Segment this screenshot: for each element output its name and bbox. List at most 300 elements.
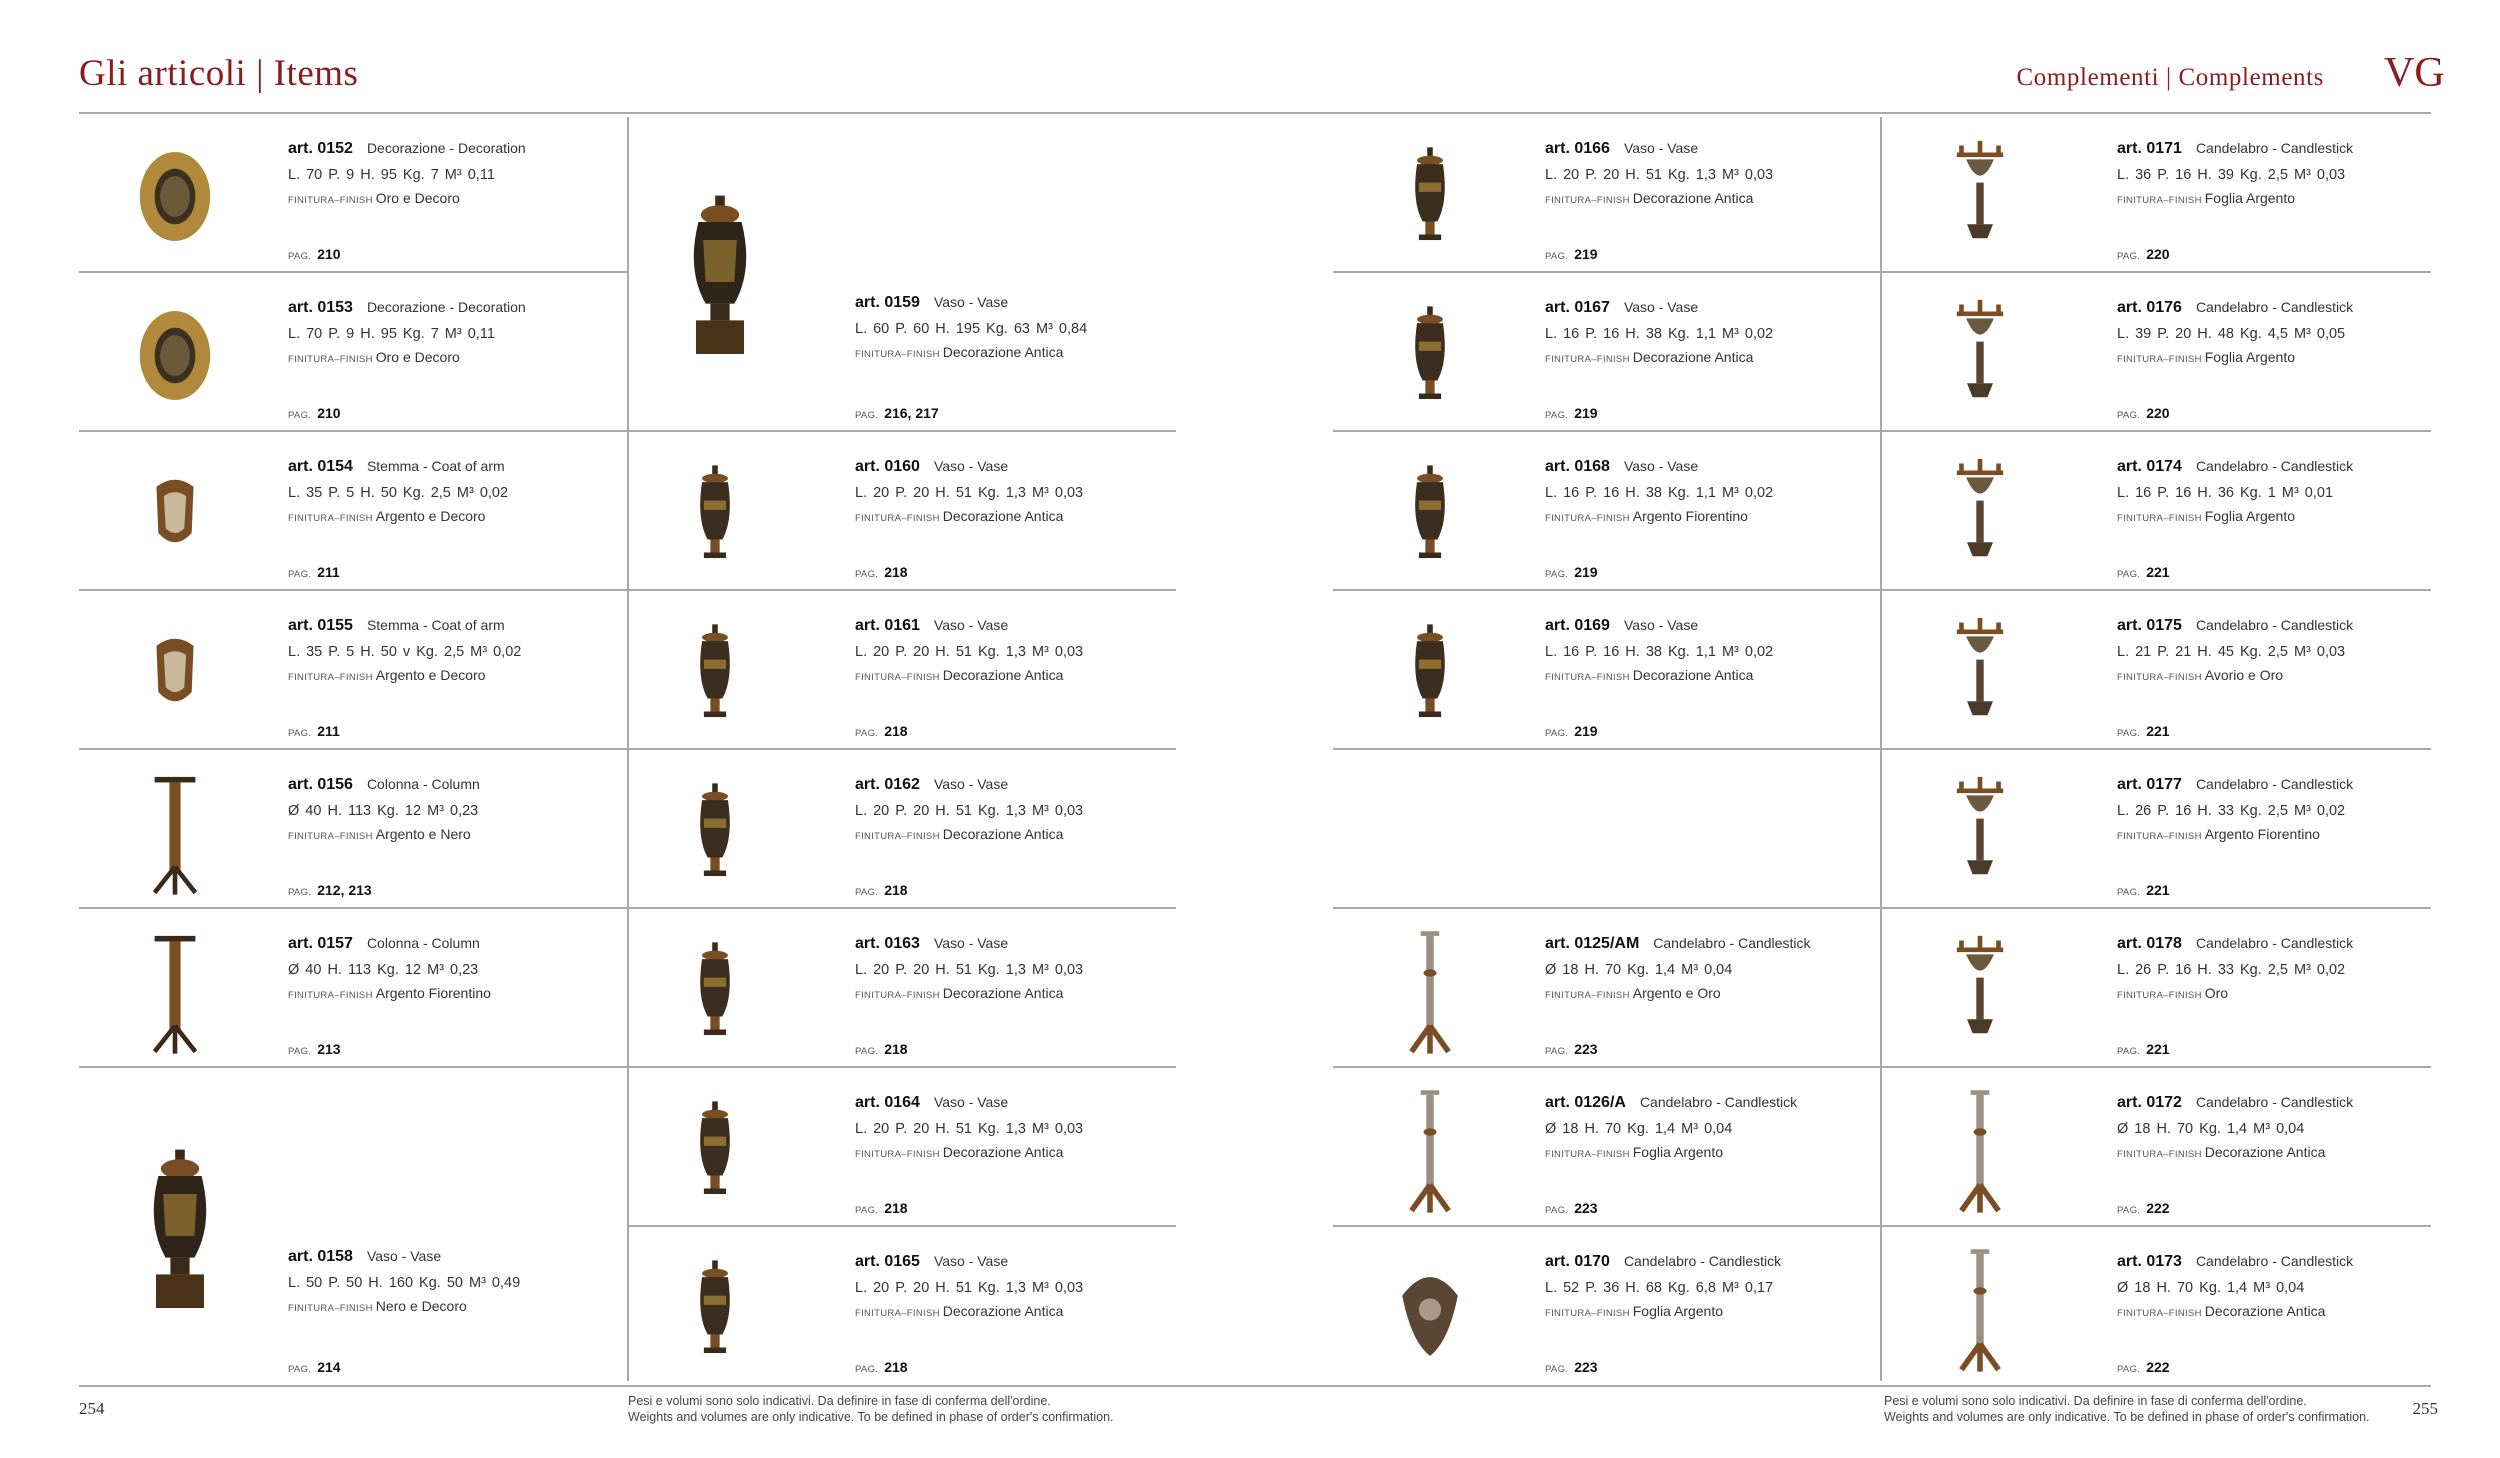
page-value: 214	[317, 1359, 341, 1375]
finish-value: Oro	[2204, 985, 2229, 1001]
finish-label: FINITURA–FINISH	[288, 195, 373, 206]
dimensions: L. 16 P. 16 H. 36 Kg. 1 M³ 0,01	[2117, 485, 2334, 501]
article-description: Vaso - Vase	[933, 935, 1009, 951]
vase-icon	[1375, 127, 1485, 266]
article-code: art. 0174	[2117, 458, 2182, 475]
vase-icon	[660, 922, 770, 1061]
column-icon	[120, 922, 230, 1061]
finish-value: Decorazione Antica	[942, 667, 1064, 683]
row-divider	[1882, 907, 2431, 909]
row-divider	[1882, 271, 2431, 273]
page-reference[interactable]	[855, 564, 908, 580]
page-reference[interactable]	[1545, 1200, 1598, 1216]
article-description: Colonna - Column	[366, 935, 480, 951]
item-heading	[1545, 934, 1875, 953]
candlestick-icon	[1375, 922, 1485, 1061]
row-divider	[79, 748, 627, 750]
item-details	[2117, 457, 2447, 524]
item-heading	[855, 775, 1185, 794]
row-divider	[1333, 748, 1881, 750]
page-label: PAG.	[2117, 251, 2141, 262]
page-reference[interactable]	[288, 723, 340, 739]
article-description: Candelabro - Candlestick	[2195, 140, 2354, 156]
article-description: Vaso - Vase	[933, 294, 1009, 310]
page-value: 219	[1574, 405, 1598, 421]
item-heading	[855, 1093, 1185, 1112]
finish-label: FINITURA–FINISH	[2117, 672, 2202, 683]
item-heading	[855, 457, 1185, 476]
candlestick-icon	[1375, 1081, 1485, 1220]
article-code: art. 0165	[855, 1253, 920, 1270]
header-rule	[79, 112, 2431, 114]
finish-value: Decorazione Antica	[942, 1144, 1064, 1160]
item-heading	[2117, 1093, 2447, 1112]
finish-value: Foglia Argento	[2204, 190, 2296, 206]
page-label: PAG.	[2117, 728, 2141, 739]
page-reference[interactable]	[2117, 405, 2170, 421]
article-description: Candelabro - Candlestick	[2195, 776, 2354, 792]
wall-candelabra-icon	[1375, 1240, 1485, 1379]
item-heading	[2117, 298, 2447, 317]
page-value: 222	[2146, 1200, 2170, 1216]
item-heading	[2117, 457, 2447, 476]
article-description: Candelabro - Candlestick	[1653, 935, 1811, 951]
page-value: 211	[317, 564, 340, 580]
finish-value: Argento Fiorentino	[2204, 826, 2320, 842]
page-label: PAG.	[288, 569, 312, 580]
row-divider	[1882, 430, 2431, 432]
article-code: art. 0159	[855, 294, 920, 311]
item-details	[288, 1247, 618, 1314]
item-details	[855, 616, 1185, 683]
article-code: art. 0178	[2117, 935, 2182, 952]
item-details	[1545, 934, 1875, 1001]
article-description: Decorazione - Decoration	[366, 140, 526, 156]
dimensions: Ø 40 H. 113 Kg. 12 M³ 0,23	[288, 962, 479, 978]
ornate-frame-icon	[120, 286, 230, 425]
finish	[1545, 349, 1875, 365]
dimensions: L. 35 P. 5 H. 50 v Kg. 2,5 M³ 0,02	[288, 644, 522, 660]
row-divider	[1882, 589, 2431, 591]
dimensions: L. 50 P. 50 H. 160 Kg. 50 M³ 0,49	[288, 1275, 521, 1291]
candelabra-icon	[1925, 127, 2035, 266]
page-reference[interactable]	[855, 882, 908, 898]
row-divider	[1333, 1225, 1881, 1227]
page-value: 223	[1574, 1041, 1598, 1057]
row-divider	[1882, 1225, 2431, 1227]
finish	[2117, 985, 2447, 1001]
article-description: Candelabro - Candlestick	[2195, 458, 2354, 474]
page-value: 223	[1574, 1359, 1598, 1375]
dimensions: L. 16 P. 16 H. 38 Kg. 1,1 M³ 0,02	[1545, 326, 1774, 342]
page-value: 218	[884, 1041, 908, 1057]
page-value: 216, 217	[884, 405, 939, 421]
page-value: 221	[2146, 1041, 2170, 1057]
finish	[855, 508, 1185, 524]
finish	[288, 985, 618, 1001]
finish	[855, 826, 1185, 842]
finish-label: FINITURA–FINISH	[288, 513, 373, 524]
finish-label: FINITURA–FINISH	[2117, 195, 2202, 206]
finish-label: FINITURA–FINISH	[855, 831, 940, 842]
finish-label: FINITURA–FINISH	[855, 1308, 940, 1319]
footnote-english: Weights and volumes are only indicative. To be defined in phase of order's confirmation.	[1884, 1410, 2370, 1424]
page-reference[interactable]	[288, 882, 372, 898]
finish-value: Foglia Argento	[2204, 508, 2296, 524]
page-reference[interactable]	[288, 246, 341, 262]
article-description: Vaso - Vase	[366, 1248, 442, 1264]
dimensions: Ø 18 H. 70 Kg. 1,4 M³ 0,04	[1545, 962, 1733, 978]
finish-value: Argento Fiorentino	[1632, 508, 1748, 524]
candelabra-icon	[1925, 445, 2035, 584]
dimensions: L. 70 P. 9 H. 95 Kg. 7 M³ 0,11	[288, 167, 495, 183]
article-code: art. 0172	[2117, 1094, 2182, 1111]
item-heading	[855, 1252, 1185, 1271]
page-value: 218	[884, 1200, 908, 1216]
item-heading	[2117, 139, 2447, 158]
article-code: art. 0155	[288, 617, 353, 634]
finish-label: FINITURA–FINISH	[2117, 513, 2202, 524]
article-code: art. 0177	[2117, 776, 2182, 793]
page-reference[interactable]	[855, 723, 908, 739]
article-code: art. 0126/A	[1545, 1094, 1626, 1111]
page-value: 220	[2146, 246, 2170, 262]
article-code: art. 0169	[1545, 617, 1610, 634]
article-code: art. 0157	[288, 935, 353, 952]
dimensions: L. 35 P. 5 H. 50 Kg. 2,5 M³ 0,02	[288, 485, 509, 501]
page-reference[interactable]	[1545, 1359, 1598, 1375]
item-heading	[855, 293, 1185, 312]
page-label: PAG.	[855, 728, 879, 739]
finish-label: FINITURA–FINISH	[2117, 1308, 2202, 1319]
dimensions: L. 21 P. 21 H. 45 Kg. 2,5 M³ 0,03	[2117, 644, 2346, 660]
page-reference[interactable]	[855, 1359, 908, 1375]
dimensions: L. 20 P. 20 H. 51 Kg. 1,3 M³ 0,03	[855, 962, 1084, 978]
finish	[2117, 1144, 2447, 1160]
candelabra-icon	[1925, 922, 2035, 1061]
finish-label: FINITURA–FINISH	[288, 1303, 373, 1314]
finish	[1545, 985, 1875, 1001]
page-reference[interactable]	[1545, 246, 1598, 262]
finish-label: FINITURA–FINISH	[2117, 354, 2202, 365]
page-label: PAG.	[2117, 1046, 2141, 1057]
vg-logo	[2382, 46, 2445, 98]
finish	[288, 826, 618, 842]
page-label: PAG.	[1545, 1046, 1569, 1057]
article-description: Colonna - Column	[366, 776, 480, 792]
item-heading	[288, 934, 618, 953]
finish-value: Oro e Decoro	[375, 349, 460, 365]
page-label: PAG.	[1545, 410, 1569, 421]
row-divider	[1333, 271, 1881, 273]
article-code: art. 0164	[855, 1094, 920, 1111]
footnote-english: Weights and volumes are only indicative. To be defined in phase of order's confirmation.	[628, 1410, 1114, 1424]
finish-label: FINITURA–FINISH	[1545, 513, 1630, 524]
item-details	[1545, 457, 1875, 524]
page-label: PAG.	[288, 728, 312, 739]
dimensions: L. 20 P. 20 H. 51 Kg. 1,3 M³ 0,03	[855, 1121, 1084, 1137]
finish-value: Decorazione Antica	[942, 1303, 1064, 1319]
large-vase-icon	[120, 1100, 240, 1360]
finish-value: Decorazione Antica	[942, 826, 1064, 842]
article-description: Vaso - Vase	[1623, 140, 1699, 156]
article-code: art. 0153	[288, 299, 353, 316]
finish	[288, 1298, 618, 1314]
page-value: 219	[1574, 246, 1598, 262]
finish-label: FINITURA–FINISH	[855, 672, 940, 683]
row-divider	[1333, 430, 1881, 432]
page-value: 210	[317, 405, 341, 421]
candlestick-icon	[1925, 1240, 2035, 1379]
page-label: PAG.	[855, 1046, 879, 1057]
finish-value: Argento e Oro	[1632, 985, 1721, 1001]
article-code: art. 0168	[1545, 458, 1610, 475]
page-value: 218	[884, 882, 908, 898]
page-reference[interactable]	[288, 564, 340, 580]
row-divider	[1333, 907, 1881, 909]
item-details	[2117, 775, 2447, 842]
row-divider	[79, 430, 627, 432]
page-value: 218	[884, 1359, 908, 1375]
row-divider	[79, 1066, 627, 1068]
article-code: art. 0176	[2117, 299, 2182, 316]
item-details	[1545, 1252, 1875, 1319]
finish-label: FINITURA–FINISH	[1545, 672, 1630, 683]
finish-label: FINITURA–FINISH	[1545, 195, 1630, 206]
finish	[1545, 1144, 1875, 1160]
item-heading	[2117, 616, 2447, 635]
item-details	[288, 457, 618, 524]
article-description: Candelabro - Candlestick	[2195, 299, 2354, 315]
row-divider	[1882, 748, 2431, 750]
page-title-left: Gli articoli | Items	[79, 53, 359, 94]
dimensions: L. 26 P. 16 H. 33 Kg. 2,5 M³ 0,02	[2117, 962, 2346, 978]
page-value: 220	[2146, 405, 2170, 421]
page-reference[interactable]	[855, 1041, 908, 1057]
article-code: art. 0156	[288, 776, 353, 793]
page-label: PAG.	[855, 1364, 879, 1375]
article-description: Candelabro - Candlestick	[2195, 935, 2354, 951]
item-details	[2117, 298, 2447, 365]
vase-icon	[660, 1081, 770, 1220]
item-details	[855, 1093, 1185, 1160]
finish	[2117, 826, 2447, 842]
finish	[288, 349, 618, 365]
page-label: PAG.	[2117, 410, 2141, 421]
item-details	[288, 139, 618, 206]
item-details	[855, 775, 1185, 842]
finish	[288, 190, 618, 206]
finish	[288, 667, 618, 683]
finish-label: FINITURA–FINISH	[288, 990, 373, 1001]
page-label: PAG.	[288, 410, 312, 421]
item-heading	[855, 616, 1185, 635]
page-reference[interactable]	[288, 1041, 341, 1057]
page-reference[interactable]	[1545, 1041, 1598, 1057]
ornate-frame-icon	[120, 127, 230, 266]
item-heading	[288, 298, 618, 317]
finish	[2117, 349, 2447, 365]
dimensions: L. 20 P. 20 H. 51 Kg. 1,3 M³ 0,03	[1545, 167, 1774, 183]
vase-icon	[660, 445, 770, 584]
finish-value: Decorazione Antica	[1632, 667, 1754, 683]
article-description: Vaso - Vase	[933, 617, 1009, 633]
vase-icon	[1375, 445, 1485, 584]
candelabra-icon	[1925, 763, 2035, 902]
article-description: Candelabro - Candlestick	[2195, 617, 2354, 633]
item-details	[1545, 139, 1875, 206]
page-reference[interactable]	[855, 405, 939, 421]
page-label: PAG.	[1545, 569, 1569, 580]
column-divider	[1880, 117, 1882, 1381]
article-code: art. 0163	[855, 935, 920, 952]
dimensions: L. 20 P. 20 H. 51 Kg. 1,3 M³ 0,03	[855, 644, 1084, 660]
page-value: 221	[2146, 564, 2170, 580]
finish-label: FINITURA–FINISH	[1545, 1149, 1630, 1160]
page-reference[interactable]	[1545, 564, 1598, 580]
finish	[855, 1303, 1185, 1319]
finish-value: Oro e Decoro	[375, 190, 460, 206]
dimensions: L. 20 P. 20 H. 51 Kg. 1,3 M³ 0,03	[855, 485, 1084, 501]
page-reference[interactable]	[2117, 1041, 2170, 1057]
finish	[2117, 667, 2447, 683]
finish-value: Decorazione Antica	[2204, 1303, 2326, 1319]
finish-value: Decorazione Antica	[1632, 349, 1754, 365]
item-details	[288, 616, 618, 683]
item-details	[2117, 1252, 2447, 1319]
footnote-italian: Pesi e volumi sono solo indicativi. Da definire in fase di conferma dell'ordine.	[628, 1394, 1051, 1408]
item-details	[288, 298, 618, 365]
item-details	[1545, 616, 1875, 683]
item-details	[1545, 298, 1875, 365]
item-heading	[2117, 934, 2447, 953]
item-heading	[2117, 775, 2447, 794]
page-label: PAG.	[288, 887, 312, 898]
item-heading	[288, 139, 618, 158]
page-reference[interactable]	[2117, 564, 2170, 580]
dimensions: L. 39 P. 20 H. 48 Kg. 4,5 M³ 0,05	[2117, 326, 2346, 342]
finish-label: FINITURA–FINISH	[855, 349, 940, 360]
page-reference[interactable]	[2117, 246, 2170, 262]
finish	[2117, 190, 2447, 206]
item-heading	[288, 1247, 618, 1266]
row-divider	[1333, 1066, 1881, 1068]
page-value: 219	[1574, 564, 1598, 580]
page-reference[interactable]	[288, 1359, 341, 1375]
page-reference[interactable]	[1545, 405, 1598, 421]
finish-label: FINITURA–FINISH	[855, 513, 940, 524]
item-heading	[1545, 616, 1875, 635]
vase-icon	[660, 604, 770, 743]
article-code: art. 0152	[288, 140, 353, 157]
finish-value: Foglia Argento	[1632, 1144, 1724, 1160]
article-description: Vaso - Vase	[1623, 299, 1699, 315]
article-description: Stemma - Coat of arm	[366, 458, 505, 474]
finish	[2117, 1303, 2447, 1319]
finish	[855, 667, 1185, 683]
finish	[855, 985, 1185, 1001]
finish-label: FINITURA–FINISH	[1545, 990, 1630, 1001]
article-description: Stemma - Coat of arm	[366, 617, 505, 633]
item-details	[855, 457, 1185, 524]
article-code: art. 0160	[855, 458, 920, 475]
candlestick-icon	[1925, 1081, 2035, 1220]
item-heading	[855, 934, 1185, 953]
article-description: Vaso - Vase	[933, 1253, 1009, 1269]
article-description: Vaso - Vase	[1623, 458, 1699, 474]
item-details	[1545, 1093, 1875, 1160]
page-value: 221	[2146, 723, 2170, 739]
dimensions: Ø 40 H. 113 Kg. 12 M³ 0,23	[288, 803, 479, 819]
page-reference[interactable]	[288, 405, 341, 421]
vase-icon	[660, 763, 770, 902]
finish-value: Argento e Nero	[375, 826, 471, 842]
page-reference[interactable]	[2117, 1359, 2170, 1375]
page-reference[interactable]	[2117, 1200, 2170, 1216]
finish-label: FINITURA–FINISH	[2117, 1149, 2202, 1160]
item-details	[2117, 616, 2447, 683]
page-reference[interactable]	[2117, 882, 2170, 898]
coat-of-arms-icon	[120, 604, 230, 743]
finish	[1545, 508, 1875, 524]
column-divider	[627, 117, 629, 1381]
dimensions: L. 20 P. 20 H. 51 Kg. 1,3 M³ 0,03	[855, 1280, 1084, 1296]
article-code: art. 0125/AM	[1545, 935, 1640, 952]
item-heading	[1545, 1252, 1875, 1271]
svg-text:VG: VG	[2384, 50, 2445, 96]
page-reference[interactable]	[855, 1200, 908, 1216]
page-label: PAG.	[288, 1364, 312, 1375]
page-label: PAG.	[855, 410, 879, 421]
finish-label: FINITURA–FINISH	[855, 990, 940, 1001]
row-divider	[79, 589, 627, 591]
finish	[2117, 508, 2447, 524]
page-value: 213	[317, 1041, 341, 1057]
page-number-left: 254	[79, 1399, 105, 1418]
page-reference[interactable]	[1545, 723, 1598, 739]
dimensions: L. 60 P. 60 H. 195 Kg. 63 M³ 0,84	[855, 321, 1088, 337]
item-details	[2117, 1093, 2447, 1160]
article-code: art. 0158	[288, 1248, 353, 1265]
finish-label: FINITURA–FINISH	[288, 354, 373, 365]
page-label: PAG.	[2117, 887, 2141, 898]
page-value: 221	[2146, 882, 2170, 898]
row-divider	[628, 1066, 1176, 1068]
page-reference[interactable]	[2117, 723, 2170, 739]
footnote-left	[628, 1393, 1114, 1425]
article-code: art. 0162	[855, 776, 920, 793]
finish-label: FINITURA–FINISH	[855, 1149, 940, 1160]
finish	[1545, 667, 1875, 683]
page-value: 219	[1574, 723, 1598, 739]
finish-label: FINITURA–FINISH	[1545, 354, 1630, 365]
finish-value: Argento e Decoro	[375, 508, 486, 524]
row-divider	[628, 1225, 1176, 1227]
row-divider	[79, 271, 627, 273]
dimensions: L. 36 P. 16 H. 39 Kg. 2,5 M³ 0,03	[2117, 167, 2346, 183]
finish-value: Avorio e Oro	[2204, 667, 2284, 683]
article-description: Candelabro - Candlestick	[2195, 1253, 2354, 1269]
candelabra-icon	[1925, 286, 2035, 425]
page-label: PAG.	[855, 569, 879, 580]
finish-value: Argento e Decoro	[375, 667, 486, 683]
page-label: PAG.	[2117, 1364, 2141, 1375]
dimensions: L. 52 P. 36 H. 68 Kg. 6,8 M³ 0,17	[1545, 1280, 1774, 1296]
finish	[1545, 190, 1875, 206]
article-code: art. 0173	[2117, 1253, 2182, 1270]
article-code: art. 0171	[2117, 140, 2182, 157]
page-label: PAG.	[855, 887, 879, 898]
